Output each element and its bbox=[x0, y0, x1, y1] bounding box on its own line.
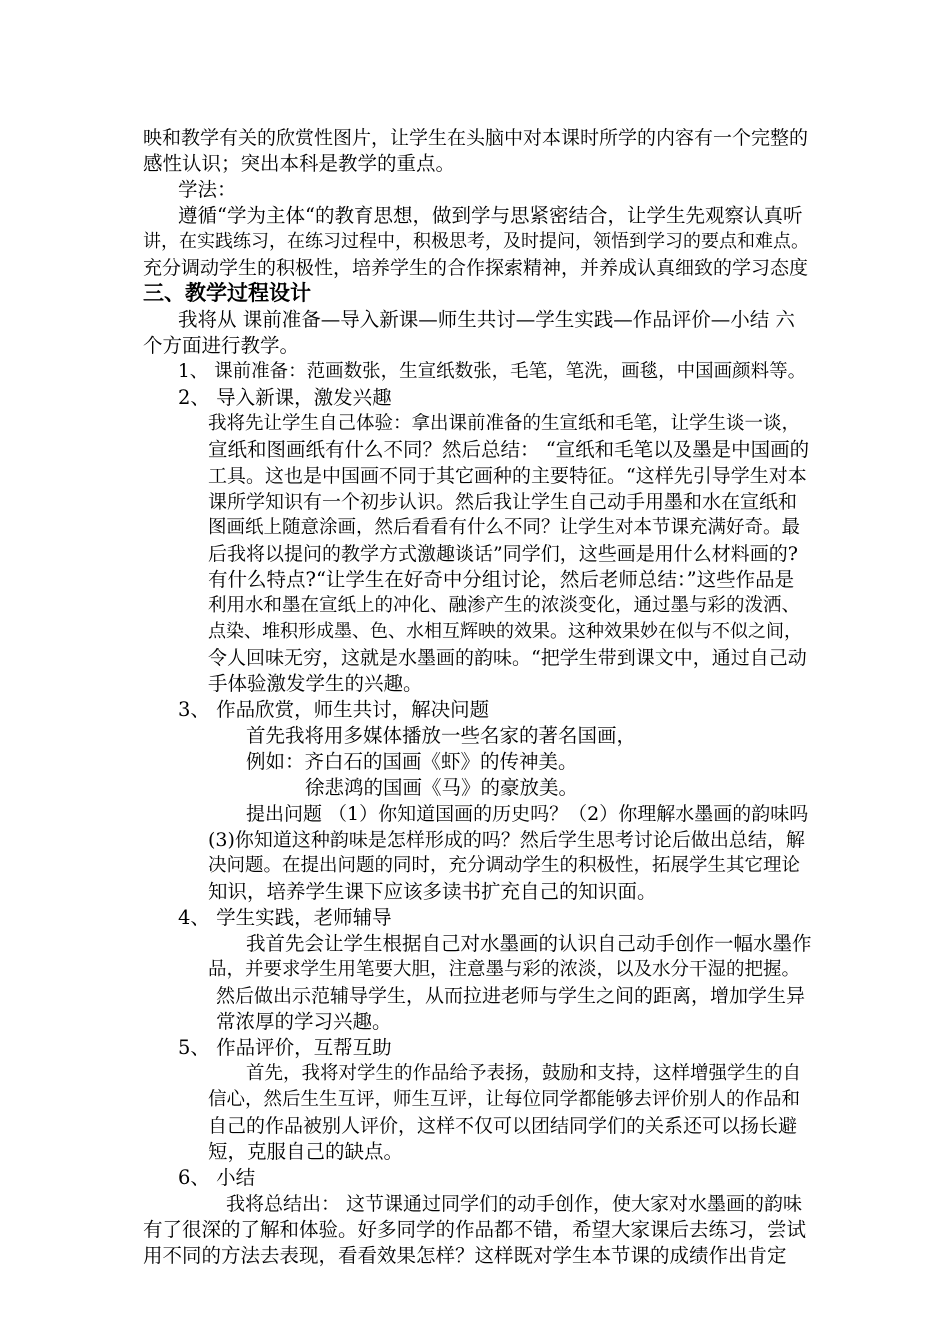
paragraph-line: 常浓厚的学习兴趣。 bbox=[216, 1010, 392, 1033]
paragraph-line: 提出问题 （1）你知道国画的历史吗？（2）你理解水墨画的韵味吗 bbox=[246, 803, 809, 825]
paragraph-line: 然后做出示范辅导学生，从而拉进老师与学生之间的距离，增加学生异 bbox=[216, 985, 806, 1007]
paragraph-line: 品，并要求学生用笔要大胆，注意墨与彩的浓淡，以及水分干湿的把握。 bbox=[208, 959, 801, 980]
paragraph-line: 信心，然后生生互评，师生互评，让每位同学都能够去评价别人的作品和 bbox=[208, 1089, 801, 1110]
list-item-heading: 2、 导入新课，激发兴趣 bbox=[178, 386, 392, 409]
paragraph-line: 短，克服自己的缺点。 bbox=[208, 1140, 404, 1163]
paragraph-line: 手体验激发学生的兴趣。 bbox=[208, 672, 423, 695]
paragraph-line: 课所学知识有一个初步认识。然后我让学生自己动手用墨和水在宣纸和 bbox=[208, 491, 798, 513]
paragraph-line: 后我将以提问的教学方式激趣谈话”同学们，这些画是用什么材料画的? bbox=[208, 543, 798, 565]
list-item-heading: 4、 学生实践，老师辅导 bbox=[178, 906, 392, 929]
paragraph-line: 图画纸上随意涂画，然后看看有什么不同？让学生对本节课充满好奇。最 bbox=[208, 517, 801, 538]
paragraph-line: 徐悲鸿的国画《马》的豪放美。 bbox=[305, 776, 579, 799]
paragraph-line: 个方面进行教学。 bbox=[143, 334, 300, 357]
list-item-heading: 5、 作品评价，互帮互助 bbox=[178, 1036, 392, 1059]
paragraph-line: 知识，培养学生课下应该多读书扩充自己的知识面。 bbox=[208, 880, 657, 903]
paragraph-line: 我将总结出： 这节课通过同学们的动手创作，使大家对水墨画的韵味 bbox=[226, 1193, 803, 1215]
paragraph-line: 我将从 课前准备—导入新课—师生共讨—学生实践—作品评价—小结 六 bbox=[178, 308, 795, 331]
list-item-heading: 3、 作品欣赏，师生共讨，解决问题 bbox=[178, 698, 490, 721]
paragraph-line: 感性认识；突出本科是教学的重点。 bbox=[143, 152, 456, 175]
paragraph-line: 用不同的方法去表现，看看效果怎样？这样既对学生本节课的成绩作出肯定 bbox=[143, 1244, 787, 1267]
paragraph-line: 利用水和墨在宣纸上的冲化、融渗产生的浓淡变化，通过墨与彩的泼洒、 bbox=[208, 595, 801, 616]
paragraph-line: 自己的作品被别人评价，这样不仅可以团结同学们的关系还可以扬长避 bbox=[208, 1115, 798, 1137]
section-heading: 三、教学过程设计 bbox=[143, 281, 311, 305]
paragraph-line: 首先，我将对学生的作品给予表扬，鼓励和支持，这样增强学生的自 bbox=[246, 1063, 802, 1084]
paragraph-line: 首先我将用多媒体播放一些名家的著名国画， bbox=[246, 724, 637, 747]
paragraph-line: 充分调动学生的积极性，培养学生的合作探索精神，并养成认真细致的学习态度 bbox=[143, 257, 809, 279]
paragraph-line: (3)你知道这种韵味是怎样形成的吗？然后学生思考讨论后做出总结，解 bbox=[208, 829, 805, 851]
paragraph-line: 遵循“学为主体“的教育思想，做到学与思紧密结合，让学生先观察认真听 bbox=[178, 204, 803, 227]
list-item-heading: 1、 课前准备：范画数张，生宣纸数张，毛笔，笔洗，画毯，中国画颜料等。 bbox=[178, 361, 807, 382]
paragraph-line: 映和教学有关的欣赏性图片，让学生在头脑中对本课时所学的内容有一个完整的 bbox=[143, 127, 809, 149]
paragraph-line: 令人回味无穷，这就是水墨画的韵味。“把学生带到课文中，通过自己动 bbox=[208, 647, 807, 669]
paragraph-line: 工具。这也是中国画不同于其它画种的主要特征。“这样先引导学生对本 bbox=[208, 465, 807, 487]
paragraph-line: 决问题。在提出问题的同时，充分调动学生的积极性，拓展学生其它理论 bbox=[208, 855, 801, 876]
paragraph-line: 有什么特点?“让学生在好奇中分组讨论，然后老师总结：”这些作品是 bbox=[208, 568, 795, 591]
paragraph-line: 我将先让学生自己体验：拿出课前准备的生宣纸和毛笔，让学生谈一谈， bbox=[208, 413, 801, 434]
paragraph-line: 我首先会让学生根据自己对水墨画的认识自己动手创作一幅水墨作 bbox=[246, 932, 812, 955]
paragraph-line: 讲，在实践练习，在练习过程中，积极思考，及时提问，领悟到学习的要点和难点。 bbox=[143, 231, 809, 252]
paragraph-line: 例如：齐白石的国画《虾》的传神美。 bbox=[246, 750, 578, 773]
paragraph-line: 宣纸和图画纸有什么不同？然后总结： “宣纸和毛笔以及墨是中国画的 bbox=[208, 438, 810, 461]
paragraph-line: 有了很深的了解和体验。好多同学的作品都不错，希望大家课后去练习，尝试 bbox=[143, 1218, 807, 1241]
list-item-heading: 6、 小结 bbox=[178, 1166, 256, 1189]
section-label: 学法： bbox=[178, 178, 237, 201]
paragraph-line: 点染、堆积形成墨、色、水相互辉映的效果。这种效果妙在似与不似之间， bbox=[208, 621, 802, 642]
